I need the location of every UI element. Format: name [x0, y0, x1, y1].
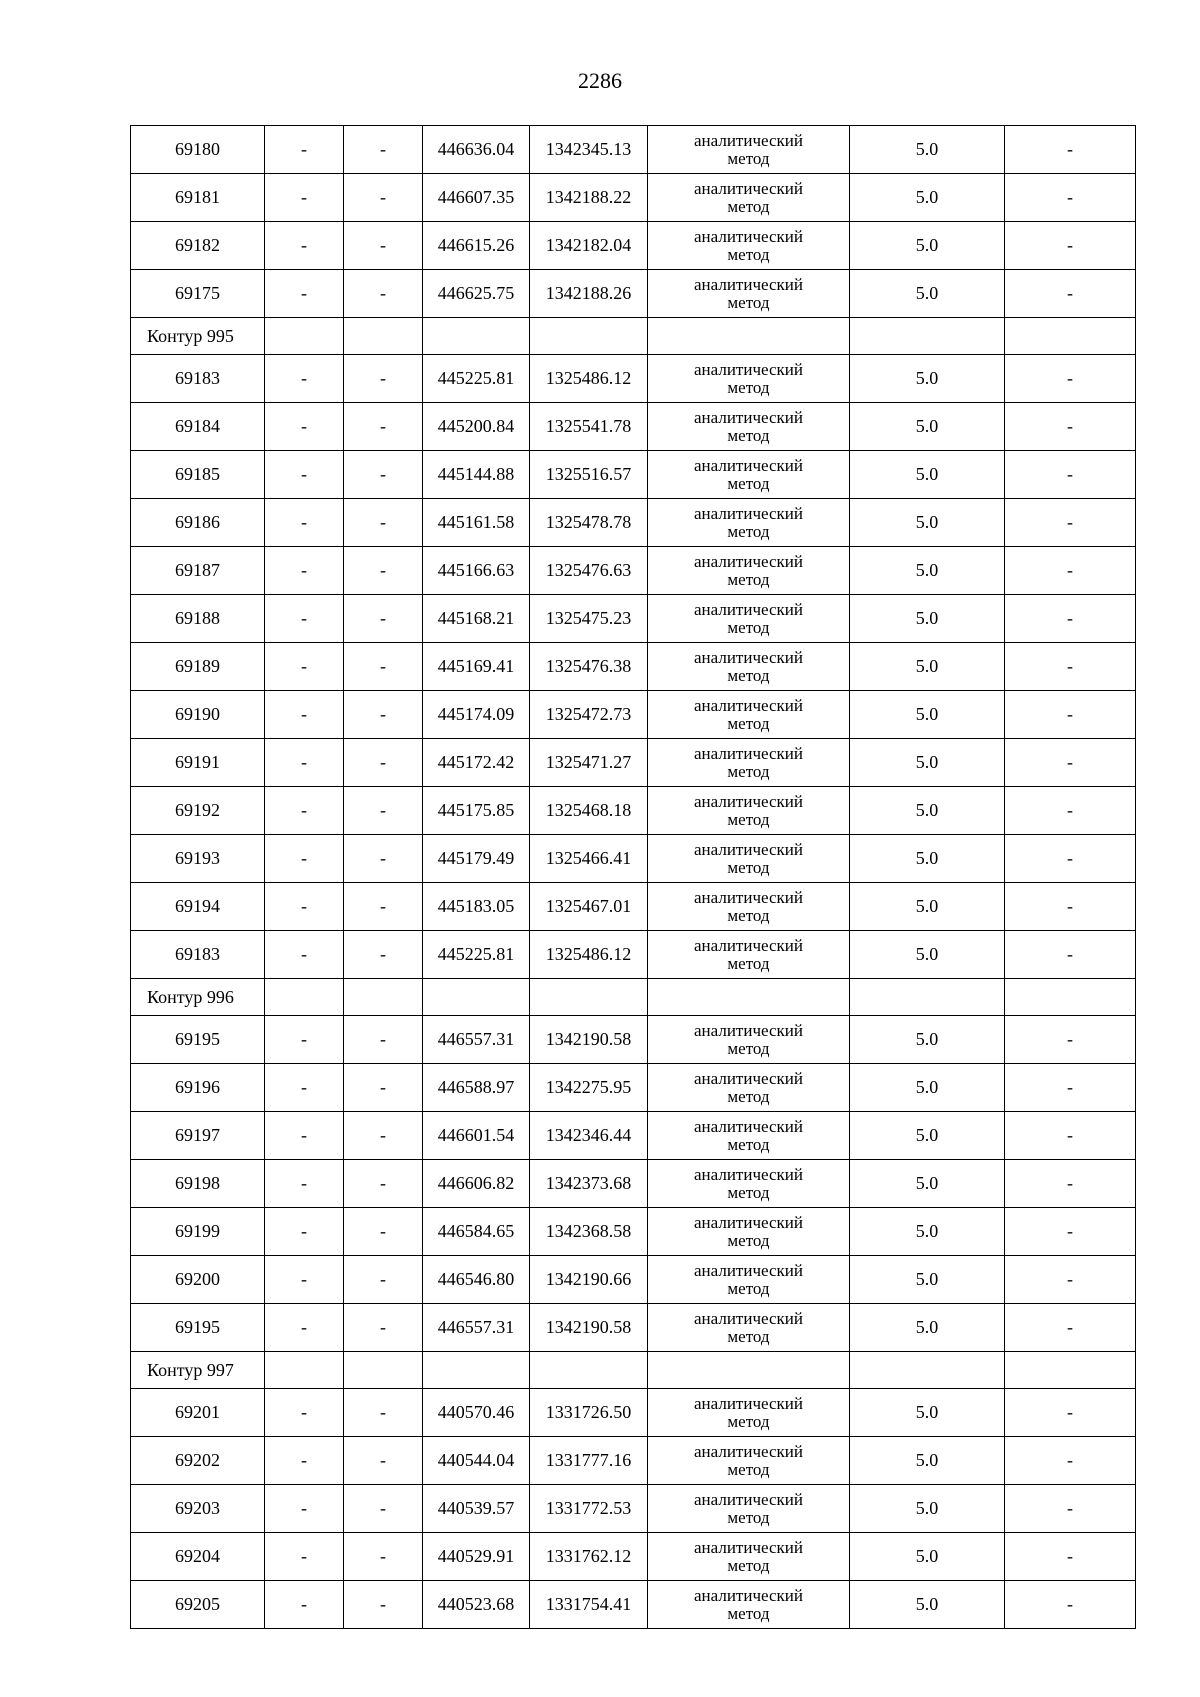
table-row — [131, 787, 1136, 835]
y-coordinate-cell: 1342190.58 — [530, 1016, 648, 1064]
point-number-cell: 69188 — [131, 595, 265, 643]
blank-cell-1: - — [265, 835, 344, 883]
table-body — [131, 126, 1136, 1629]
blank-cell-1: - — [265, 451, 344, 499]
empty-cell — [265, 1352, 344, 1389]
accuracy-cell: 5.0 — [850, 1112, 1005, 1160]
blank-cell-2: - — [344, 835, 423, 883]
x-coordinate-cell: 440544.04 — [423, 1437, 530, 1485]
blank-cell-1: - — [265, 1016, 344, 1064]
description-cell: - — [1005, 403, 1136, 451]
empty-cell — [344, 318, 423, 355]
description-cell: - — [1005, 547, 1136, 595]
accuracy-cell: 5.0 — [850, 451, 1005, 499]
blank-cell-1: - — [265, 1304, 344, 1352]
point-number-cell: 69201 — [131, 1389, 265, 1437]
blank-cell-1: - — [265, 1533, 344, 1581]
blank-cell-1: - — [265, 643, 344, 691]
x-coordinate-cell: 446607.35 — [423, 174, 530, 222]
method-cell: аналитический метод — [648, 1389, 850, 1437]
method-cell: аналитический метод — [648, 691, 850, 739]
blank-cell-1: - — [265, 1437, 344, 1485]
y-coordinate-cell: 1342373.68 — [530, 1160, 648, 1208]
description-cell: - — [1005, 126, 1136, 174]
blank-cell-2: - — [344, 1112, 423, 1160]
description-cell: - — [1005, 1304, 1136, 1352]
accuracy-cell: 5.0 — [850, 1389, 1005, 1437]
method-cell: аналитический метод — [648, 451, 850, 499]
empty-cell — [1005, 979, 1136, 1016]
accuracy-cell: 5.0 — [850, 691, 1005, 739]
point-number-cell: 69203 — [131, 1485, 265, 1533]
method-cell: аналитический метод — [648, 126, 850, 174]
table-row — [131, 1016, 1136, 1064]
table-row — [131, 1112, 1136, 1160]
blank-cell-2: - — [344, 1016, 423, 1064]
x-coordinate-cell: 445183.05 — [423, 883, 530, 931]
description-cell: - — [1005, 787, 1136, 835]
page-number: 2286 — [578, 68, 622, 93]
method-cell: аналитический метод — [648, 499, 850, 547]
y-coordinate-cell: 1331777.16 — [530, 1437, 648, 1485]
accuracy-cell: 5.0 — [850, 1533, 1005, 1581]
y-coordinate-cell: 1331754.41 — [530, 1581, 648, 1629]
accuracy-cell: 5.0 — [850, 643, 1005, 691]
table-row — [131, 174, 1136, 222]
point-number-cell: 69186 — [131, 499, 265, 547]
table-row — [131, 1304, 1136, 1352]
blank-cell-1: - — [265, 270, 344, 318]
empty-cell — [530, 1352, 648, 1389]
blank-cell-1: - — [265, 126, 344, 174]
accuracy-cell: 5.0 — [850, 739, 1005, 787]
blank-cell-2: - — [344, 1208, 423, 1256]
blank-cell-1: - — [265, 1256, 344, 1304]
blank-cell-2: - — [344, 451, 423, 499]
table-row — [131, 1437, 1136, 1485]
description-cell: - — [1005, 1064, 1136, 1112]
blank-cell-2: - — [344, 691, 423, 739]
y-coordinate-cell: 1342345.13 — [530, 126, 648, 174]
empty-cell — [423, 1352, 530, 1389]
description-cell: - — [1005, 1389, 1136, 1437]
description-cell: - — [1005, 1581, 1136, 1629]
accuracy-cell: 5.0 — [850, 1160, 1005, 1208]
description-cell: - — [1005, 1437, 1136, 1485]
x-coordinate-cell: 446557.31 — [423, 1016, 530, 1064]
x-coordinate-cell: 446584.65 — [423, 1208, 530, 1256]
x-coordinate-cell: 446588.97 — [423, 1064, 530, 1112]
x-coordinate-cell: 446557.31 — [423, 1304, 530, 1352]
blank-cell-1: - — [265, 883, 344, 931]
y-coordinate-cell: 1325541.78 — [530, 403, 648, 451]
blank-cell-1: - — [265, 547, 344, 595]
description-cell: - — [1005, 1016, 1136, 1064]
blank-cell-2: - — [344, 174, 423, 222]
x-coordinate-cell: 446615.26 — [423, 222, 530, 270]
table-row — [131, 1064, 1136, 1112]
accuracy-cell: 5.0 — [850, 547, 1005, 595]
y-coordinate-cell: 1331726.50 — [530, 1389, 648, 1437]
table-row — [131, 403, 1136, 451]
blank-cell-1: - — [265, 691, 344, 739]
method-cell: аналитический метод — [648, 403, 850, 451]
point-number-cell: 69180 — [131, 126, 265, 174]
x-coordinate-cell: 445174.09 — [423, 691, 530, 739]
point-number-cell: 69197 — [131, 1112, 265, 1160]
contour-label: Контур 996 — [131, 979, 265, 1016]
blank-cell-2: - — [344, 403, 423, 451]
blank-cell-2: - — [344, 499, 423, 547]
y-coordinate-cell: 1325486.12 — [530, 355, 648, 403]
empty-cell — [344, 979, 423, 1016]
method-cell: аналитический метод — [648, 787, 850, 835]
point-number-cell: 69189 — [131, 643, 265, 691]
point-number-cell: 69190 — [131, 691, 265, 739]
x-coordinate-cell: 446636.04 — [423, 126, 530, 174]
contour-label: Контур 995 — [131, 318, 265, 355]
contour-label: Контур 997 — [131, 1352, 265, 1389]
description-cell: - — [1005, 643, 1136, 691]
empty-cell — [530, 318, 648, 355]
y-coordinate-cell: 1325466.41 — [530, 835, 648, 883]
contour-header-row — [131, 979, 1136, 1016]
blank-cell-1: - — [265, 355, 344, 403]
description-cell: - — [1005, 835, 1136, 883]
table-row — [131, 643, 1136, 691]
blank-cell-1: - — [265, 1208, 344, 1256]
empty-cell — [1005, 318, 1136, 355]
method-cell: аналитический метод — [648, 883, 850, 931]
blank-cell-2: - — [344, 355, 423, 403]
x-coordinate-cell: 440570.46 — [423, 1389, 530, 1437]
y-coordinate-cell: 1325468.18 — [530, 787, 648, 835]
point-number-cell: 69202 — [131, 1437, 265, 1485]
point-number-cell: 69192 — [131, 787, 265, 835]
x-coordinate-cell: 445175.85 — [423, 787, 530, 835]
blank-cell-2: - — [344, 1256, 423, 1304]
x-coordinate-cell: 445144.88 — [423, 451, 530, 499]
accuracy-cell: 5.0 — [850, 595, 1005, 643]
y-coordinate-cell: 1325478.78 — [530, 499, 648, 547]
method-cell: аналитический метод — [648, 1304, 850, 1352]
accuracy-cell: 5.0 — [850, 1016, 1005, 1064]
y-coordinate-cell: 1325486.12 — [530, 931, 648, 979]
table-row — [131, 547, 1136, 595]
description-cell: - — [1005, 451, 1136, 499]
accuracy-cell: 5.0 — [850, 1304, 1005, 1352]
x-coordinate-cell: 440523.68 — [423, 1581, 530, 1629]
point-number-cell: 69187 — [131, 547, 265, 595]
empty-cell — [530, 979, 648, 1016]
x-coordinate-cell: 445161.58 — [423, 499, 530, 547]
blank-cell-1: - — [265, 1112, 344, 1160]
accuracy-cell: 5.0 — [850, 1064, 1005, 1112]
y-coordinate-cell: 1325471.27 — [530, 739, 648, 787]
method-cell: аналитический метод — [648, 1064, 850, 1112]
y-coordinate-cell: 1325467.01 — [530, 883, 648, 931]
table-row — [131, 355, 1136, 403]
blank-cell-1: - — [265, 1389, 344, 1437]
y-coordinate-cell: 1342188.22 — [530, 174, 648, 222]
blank-cell-1: - — [265, 787, 344, 835]
point-number-cell: 69185 — [131, 451, 265, 499]
method-cell: аналитический метод — [648, 1533, 850, 1581]
blank-cell-2: - — [344, 595, 423, 643]
point-number-cell: 69181 — [131, 174, 265, 222]
blank-cell-2: - — [344, 739, 423, 787]
point-number-cell: 69184 — [131, 403, 265, 451]
x-coordinate-cell: 445225.81 — [423, 931, 530, 979]
table-row — [131, 126, 1136, 174]
accuracy-cell: 5.0 — [850, 270, 1005, 318]
table-row — [131, 451, 1136, 499]
y-coordinate-cell: 1331772.53 — [530, 1485, 648, 1533]
table-row — [131, 1581, 1136, 1629]
method-cell: аналитический метод — [648, 1485, 850, 1533]
empty-cell — [850, 1352, 1005, 1389]
blank-cell-1: - — [265, 499, 344, 547]
x-coordinate-cell: 446601.54 — [423, 1112, 530, 1160]
table-row — [131, 835, 1136, 883]
blank-cell-2: - — [344, 1064, 423, 1112]
y-coordinate-cell: 1342275.95 — [530, 1064, 648, 1112]
description-cell: - — [1005, 174, 1136, 222]
accuracy-cell: 5.0 — [850, 126, 1005, 174]
x-coordinate-cell: 445200.84 — [423, 403, 530, 451]
method-cell: аналитический метод — [648, 1016, 850, 1064]
point-number-cell: 69198 — [131, 1160, 265, 1208]
y-coordinate-cell: 1325472.73 — [530, 691, 648, 739]
method-cell: аналитический метод — [648, 595, 850, 643]
table-row — [131, 1160, 1136, 1208]
point-number-cell: 69195 — [131, 1304, 265, 1352]
description-cell: - — [1005, 499, 1136, 547]
description-cell: - — [1005, 355, 1136, 403]
y-coordinate-cell: 1342368.58 — [530, 1208, 648, 1256]
y-coordinate-cell: 1342190.58 — [530, 1304, 648, 1352]
blank-cell-1: - — [265, 222, 344, 270]
x-coordinate-cell: 440539.57 — [423, 1485, 530, 1533]
table-row — [131, 222, 1136, 270]
table-row — [131, 1208, 1136, 1256]
empty-cell — [1005, 1352, 1136, 1389]
accuracy-cell: 5.0 — [850, 403, 1005, 451]
accuracy-cell: 5.0 — [850, 1256, 1005, 1304]
accuracy-cell: 5.0 — [850, 835, 1005, 883]
accuracy-cell: 5.0 — [850, 787, 1005, 835]
table-row — [131, 595, 1136, 643]
table-row — [131, 499, 1136, 547]
method-cell: аналитический метод — [648, 1160, 850, 1208]
x-coordinate-cell: 440529.91 — [423, 1533, 530, 1581]
point-number-cell: 69205 — [131, 1581, 265, 1629]
x-coordinate-cell: 445225.81 — [423, 355, 530, 403]
method-cell: аналитический метод — [648, 1256, 850, 1304]
blank-cell-2: - — [344, 883, 423, 931]
x-coordinate-cell: 445172.42 — [423, 739, 530, 787]
table-row — [131, 1256, 1136, 1304]
method-cell: аналитический метод — [648, 222, 850, 270]
description-cell: - — [1005, 1160, 1136, 1208]
coordinates-table — [130, 125, 1136, 1629]
accuracy-cell: 5.0 — [850, 883, 1005, 931]
method-cell: аналитический метод — [648, 835, 850, 883]
blank-cell-1: - — [265, 595, 344, 643]
empty-cell — [265, 979, 344, 1016]
point-number-cell: 69196 — [131, 1064, 265, 1112]
method-cell: аналитический метод — [648, 547, 850, 595]
description-cell: - — [1005, 931, 1136, 979]
y-coordinate-cell: 1342182.04 — [530, 222, 648, 270]
y-coordinate-cell: 1331762.12 — [530, 1533, 648, 1581]
description-cell: - — [1005, 595, 1136, 643]
blank-cell-2: - — [344, 126, 423, 174]
description-cell: - — [1005, 883, 1136, 931]
accuracy-cell: 5.0 — [850, 1437, 1005, 1485]
point-number-cell: 69204 — [131, 1533, 265, 1581]
blank-cell-2: - — [344, 643, 423, 691]
x-coordinate-cell: 446606.82 — [423, 1160, 530, 1208]
blank-cell-1: - — [265, 1064, 344, 1112]
table-row — [131, 931, 1136, 979]
blank-cell-1: - — [265, 1581, 344, 1629]
accuracy-cell: 5.0 — [850, 1208, 1005, 1256]
blank-cell-2: - — [344, 547, 423, 595]
blank-cell-2: - — [344, 1533, 423, 1581]
description-cell: - — [1005, 739, 1136, 787]
table-row — [131, 1389, 1136, 1437]
point-number-cell: 69183 — [131, 355, 265, 403]
empty-cell — [423, 318, 530, 355]
description-cell: - — [1005, 270, 1136, 318]
blank-cell-1: - — [265, 1485, 344, 1533]
point-number-cell: 69182 — [131, 222, 265, 270]
blank-cell-1: - — [265, 1160, 344, 1208]
y-coordinate-cell: 1342188.26 — [530, 270, 648, 318]
point-number-cell: 69183 — [131, 931, 265, 979]
method-cell: аналитический метод — [648, 270, 850, 318]
table-row — [131, 883, 1136, 931]
point-number-cell: 69199 — [131, 1208, 265, 1256]
method-cell: аналитический метод — [648, 1112, 850, 1160]
table-row — [131, 691, 1136, 739]
empty-cell — [850, 979, 1005, 1016]
method-cell: аналитический метод — [648, 1581, 850, 1629]
description-cell: - — [1005, 1112, 1136, 1160]
blank-cell-2: - — [344, 1437, 423, 1485]
empty-cell — [648, 979, 850, 1016]
point-number-cell: 69200 — [131, 1256, 265, 1304]
empty-cell — [265, 318, 344, 355]
y-coordinate-cell: 1325476.38 — [530, 643, 648, 691]
method-cell: аналитический метод — [648, 643, 850, 691]
blank-cell-2: - — [344, 931, 423, 979]
table-row — [131, 1533, 1136, 1581]
contour-header-row — [131, 1352, 1136, 1389]
table-row — [131, 1485, 1136, 1533]
accuracy-cell: 5.0 — [850, 499, 1005, 547]
blank-cell-2: - — [344, 1389, 423, 1437]
x-coordinate-cell: 445179.49 — [423, 835, 530, 883]
table-row — [131, 270, 1136, 318]
point-number-cell: 69191 — [131, 739, 265, 787]
blank-cell-1: - — [265, 931, 344, 979]
blank-cell-2: - — [344, 1485, 423, 1533]
x-coordinate-cell: 445168.21 — [423, 595, 530, 643]
point-number-cell: 69175 — [131, 270, 265, 318]
blank-cell-1: - — [265, 174, 344, 222]
accuracy-cell: 5.0 — [850, 174, 1005, 222]
y-coordinate-cell: 1342346.44 — [530, 1112, 648, 1160]
blank-cell-1: - — [265, 403, 344, 451]
method-cell: аналитический метод — [648, 174, 850, 222]
accuracy-cell: 5.0 — [850, 1581, 1005, 1629]
description-cell: - — [1005, 691, 1136, 739]
x-coordinate-cell: 446625.75 — [423, 270, 530, 318]
method-cell: аналитический метод — [648, 931, 850, 979]
empty-cell — [648, 318, 850, 355]
description-cell: - — [1005, 222, 1136, 270]
point-number-cell: 69194 — [131, 883, 265, 931]
description-cell: - — [1005, 1485, 1136, 1533]
x-coordinate-cell: 445166.63 — [423, 547, 530, 595]
y-coordinate-cell: 1325516.57 — [530, 451, 648, 499]
blank-cell-2: - — [344, 1160, 423, 1208]
point-number-cell: 69193 — [131, 835, 265, 883]
accuracy-cell: 5.0 — [850, 355, 1005, 403]
point-number-cell: 69195 — [131, 1016, 265, 1064]
x-coordinate-cell: 445169.41 — [423, 643, 530, 691]
y-coordinate-cell: 1325476.63 — [530, 547, 648, 595]
method-cell: аналитический метод — [648, 739, 850, 787]
description-cell: - — [1005, 1208, 1136, 1256]
contour-header-row — [131, 318, 1136, 355]
blank-cell-2: - — [344, 270, 423, 318]
empty-cell — [344, 1352, 423, 1389]
blank-cell-1: - — [265, 739, 344, 787]
x-coordinate-cell: 446546.80 — [423, 1256, 530, 1304]
empty-cell — [850, 318, 1005, 355]
method-cell: аналитический метод — [648, 355, 850, 403]
blank-cell-2: - — [344, 1581, 423, 1629]
blank-cell-2: - — [344, 1304, 423, 1352]
empty-cell — [423, 979, 530, 1016]
description-cell: - — [1005, 1256, 1136, 1304]
accuracy-cell: 5.0 — [850, 222, 1005, 270]
accuracy-cell: 5.0 — [850, 1485, 1005, 1533]
empty-cell — [648, 1352, 850, 1389]
description-cell: - — [1005, 1533, 1136, 1581]
table-row — [131, 739, 1136, 787]
accuracy-cell: 5.0 — [850, 931, 1005, 979]
y-coordinate-cell: 1325475.23 — [530, 595, 648, 643]
method-cell: аналитический метод — [648, 1437, 850, 1485]
method-cell: аналитический метод — [648, 1208, 850, 1256]
blank-cell-2: - — [344, 222, 423, 270]
blank-cell-2: - — [344, 787, 423, 835]
y-coordinate-cell: 1342190.66 — [530, 1256, 648, 1304]
